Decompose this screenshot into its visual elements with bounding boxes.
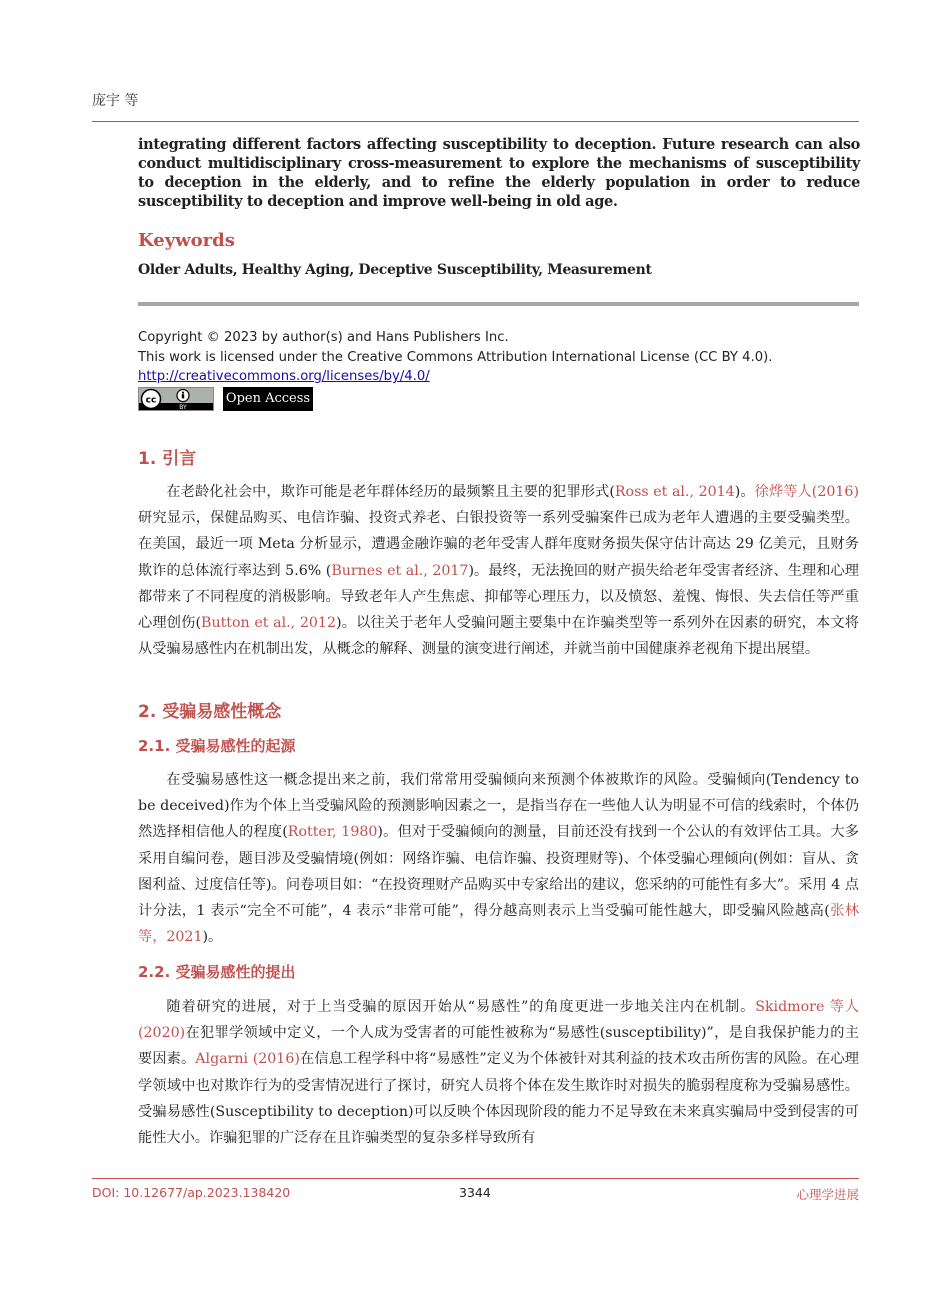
section-2-1-paragraph: 在受骗易感性这一概念提出来之前，我们常常用受骗倾向来预测个体被欺诈的风险。受骗倾向(Tendency to be deceived)作为个体上当受骗风险的预测影响因素之一，是指当存在一些他人认为明显不可信的线索时，个体仍然选择相信他人的程度(Rotter, 1980)。但对于受骗倾向的测量，目前还没有找到一个公认的有效评估工具。大多采用自编问卷，题目涉及受骗情境(例如：网络诈骗、电信诈骗、投资理财等)、个体受骗心理倾向(例如：盲从、贪图利益、过度信任等)。问卷项目如：“在投资理财产品购买中专家给出的建议，您采纳的可能性有多大”。采用 4 点计分法，1 表示“完全不可能”，4 表示“非常可能”，得分越高则表示上当受骗可能性越大，即受骗风险越高(张林等，2021)。 — [138, 772, 859, 946]
section-2-2-heading: 2.2. 受骗易感性的提出 — [138, 963, 296, 981]
citation-link[interactable]: 张林等，2021 — [138, 903, 859, 946]
license-statement: This work is licensed under the Creative Commons Attribution International License (CC BY 4.0). — [138, 350, 773, 365]
keywords-divider — [138, 302, 859, 306]
section-2-1-heading: 2.1. 受骗易感性的起源 — [138, 737, 296, 755]
section-2-heading: 2. 受骗易感性概念 — [138, 702, 282, 722]
citation-link[interactable]: Burnes et al., 2017 — [331, 562, 469, 579]
running-header-author: 庞宇 等 — [92, 93, 139, 109]
copyright-notice: Copyright © 2023 by author(s) and Hans Publishers Inc. — [138, 330, 509, 345]
citation-link[interactable]: Algarni (2016) — [195, 1051, 300, 1068]
citation-link[interactable]: Ross et al., 2014 — [614, 484, 735, 500]
section-1-paragraph: 在老龄化社会中，欺诈可能是老年群体经历的最频繁且主要的犯罪形式(Ross et al., 2014)。徐烨等人(2016)研究显示，保健品购买、电信诈骗、投资式养老、白银投资等一系列受骗案件已成为老年人遭遇的主要受骗类型。在美国，最近一项 Meta 分析显示，遭遇金融诈骗的老年受害人群年度财务损失保守估计高达 29 亿美元，且财务欺诈的总体流行率达到 5.6% (Burnes et al., 2017)。最终，无法挽回的财产损失给老年受害者经济、生理和心理都带来了不同程度的消极影响。导致老年人产生焦虑、抑郁等心理压力，以及愤怒、羞愧、悔恨、失去信任等严重心理创伤(Button et al., 2012)。以往关于老年人受骗问题主要集中在诈骗类型等一系列外在因素的研究，本文将从受骗易感性内在机制出发，从概念的解释、测量的演变进行阐述，并就当前中国健康养老视角下提出展望。 — [138, 484, 859, 658]
footer-journal-name: 心理学进展 — [796, 1187, 859, 1202]
cc-badge-label: BY — [179, 404, 187, 410]
citation-link[interactable]: Skidmore 等人(2020) — [138, 999, 859, 1042]
citation-link[interactable]: Button et al., 2012 — [201, 615, 336, 632]
cc-by-icon — [139, 388, 213, 410]
cc-by-badge[interactable] — [138, 387, 214, 411]
keywords-heading: Keywords — [138, 230, 235, 251]
header-divider — [92, 121, 859, 122]
footer-page-number: 3344 — [459, 1185, 491, 1200]
footer-doi[interactable]: DOI: 10.12677/ap.2023.138420 — [92, 1185, 291, 1200]
citation-link[interactable]: 徐烨等人(2016) — [754, 484, 859, 500]
abstract-continuation: integrating different factors affecting susceptibility to deception. Future research can also conduct multidisciplinary cross-measurement to explore the mechanisms of susceptibility to deception in the elderly, and to refine the elderly population in order to reduce susceptibility to deception and improve well-being in old age. — [138, 136, 860, 210]
license-link[interactable]: http://creativecommons.org/licenses/by/4.0/ — [138, 369, 430, 384]
keywords-list: Older Adults, Healthy Aging, Deceptive Susceptibility, Measurement — [138, 262, 652, 278]
svg-text:cc: cc — [145, 395, 157, 406]
open-access-badge: Open Access — [223, 387, 313, 411]
section-1-heading: 1. 引言 — [138, 449, 197, 469]
citation-link[interactable]: Rotter, 1980 — [287, 824, 378, 841]
section-2-2-paragraph: 随着研究的进展，对于上当受骗的原因开始从“易感性”的角度更进一步地关注内在机制。Skidmore 等人(2020)在犯罪学领域中定义，一个人成为受害者的可能性被称为“易感性(susceptibility)”，是自我保护能力的主要因素。Algarni (2016)在信息工程学科中将“易感性”定义为个体被针对其利益的技术攻击所伤害的风险。在心理学领域中也对欺诈行为的受害情况进行了探讨，研究人员将个体在发生欺诈时对损失的脆弱程度称为受骗易感性。受骗易感性(Susceptibility to deception)可以反映个体因现阶段的能力不足导致在未来真实骗局中受到侵害的可能性大小。诈骗犯罪的广泛存在且诈骗类型的复杂多样导致所有 — [138, 999, 859, 1147]
footer-divider — [92, 1178, 859, 1179]
